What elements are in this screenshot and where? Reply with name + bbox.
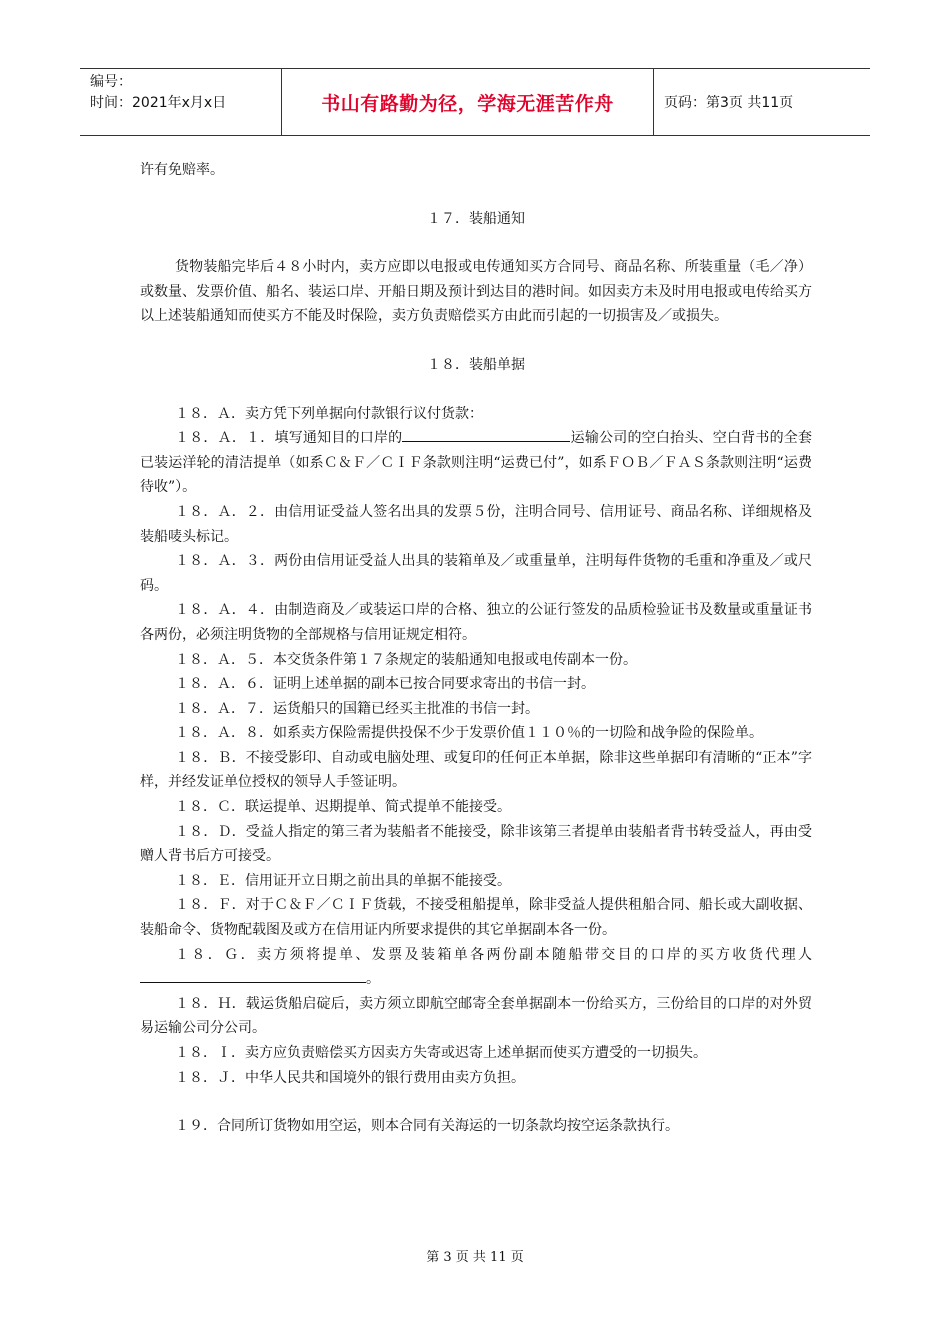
fill-in-blank-port [402,427,570,442]
header-motto: 书山有路勤为径，学海无涯苦作舟 [282,69,654,135]
clause-18a3: １８．Ａ．３．两份由信用证受益人出具的装箱单及／或重量单，注明每件货物的毛重和净重及／或尺码。 [140,553,812,594]
doc-code-label: 编号： [90,74,132,90]
clause-18i: １８．Ｉ．卖方应负责赔偿买方因卖方失寄或迟寄上述单据而使买方遭受的一切损失。 [175,1045,707,1061]
page-header [80,68,870,136]
clause-18a8: １８．Ａ．８．如系卖方保险需提供投保不少于发票价值１１０％的一切险和战争险的保险单。 [175,725,763,742]
clause-18a-intro: １８．Ａ．卖方凭下列单据向付款银行议付货款： [175,405,483,422]
clause-18a7: １８．Ａ．７．运货船只的国籍已经买主批准的书信一封。 [175,700,539,717]
paragraph: 许有免赔率。 [140,162,224,178]
section-19-text: １９．合同所订货物如用空运，则本合同有关海运的一切条款均按空运条款执行。 [175,1118,679,1135]
clause-18c: １８．Ｃ．联运提单、迟期提单、简式提单不能接受。 [175,799,511,816]
clause-18d: １８．Ｄ．受益人指定的第三者为装船者不能接受，除非该第三者提单由装船者背书转受益人，再由受赠人背书后方可接受。 [140,823,812,865]
clause-18a5: １８．Ａ．５．本交货条件第１７条规定的装船通知电报或电传副本一份。 [175,651,637,668]
clause-18a1-end: 运输公司的空白抬头、空白背书的全套已装运洋轮的清洁提单（如系Ｃ＆Ｆ／ＣＩＦ条款则注明“运费已付”，如系ＦＯＢ／ＦＡＳ条款则注明“运费待收”）。 [140,430,813,496]
clause-18j: １８．Ｊ．中华人民共和国境外的银行费用由卖方负担。 [175,1069,525,1086]
document-body [140,158,812,1139]
doc-time: 时间：2021年x月x日 [90,95,227,111]
section-17-text: 货物装船完毕后４８小时内，卖方应即以电报或电传通知买方合同号、商品名称、所装重量（毛／净）或数量、发票价值、船名、装运口岸、开船日期及预计到达目的港时间。如因卖方未及时用电报或电传给买方以上述装船通知而使买方不能及时保险，卖方负责赔偿买方由此而引起的一切损害及／或损失。 [140,259,812,325]
header-page-info: 页码：第3页 共11页 [664,95,794,111]
fill-in-blank-agent [140,968,366,983]
section-heading-17: １７．装船通知 [427,210,525,227]
clause-18b: １８．Ｂ．不接受影印、自动或电脑处理、或复印的任何正本单据，除非这些单据印有清晰的“正本”字样，并经发证单位授权的领导人手签证明。 [140,749,812,791]
clause-18a1 [140,426,812,500]
page-footer: 第 3 页 共 11 页 [426,1250,524,1265]
clause-18a2: １８．Ａ．２．由信用证受益人签名出具的发票５份，注明合同号、信用证号、商品名称、详细规格及装船唛头标记。 [140,503,812,545]
clause-18a6: １８．Ａ．６．证明上述单据的副本已按合同要求寄出的书信一封。 [175,676,595,693]
clause-18a1-start: １８．Ａ．１．填写通知目的口岸的 [175,430,403,447]
header-meta [80,69,282,135]
clause-18g-start: １８．Ｇ．卖方须将提单、发票及装箱单各两份副本随船带交目的口岸的买方收货代理人 [175,946,812,963]
clause-18f: １８．Ｆ．对于Ｃ＆Ｆ／ＣＩＦ货载，不接受租船提单，除非受益人提供租船合同、船长或大副收据、装船命令、货物配载图及或方在信用证内所要求提供的其它单据副本各一份。 [140,897,812,939]
clause-18h: １８．Ｈ．载运货船启碇后，卖方须立即航空邮寄全套单据副本一份给买方，三份给目的口岸的对外贸易运输公司分公司。 [140,995,812,1037]
section-heading-18: １８．装船单据 [427,356,525,373]
clause-18e: １８．Ｅ．信用证开立日期之前出具的单据不能接受。 [175,872,511,889]
clause-18a4: １８．Ａ．４．由制造商及／或装运口岸的合格、独立的公证行签发的品质检验证书及数量或重量证书各两份，必须注明货物的全部规格与信用证规定相符。 [140,602,812,643]
clause-18g [140,943,812,992]
clause-18g-end: 。 [366,971,380,988]
